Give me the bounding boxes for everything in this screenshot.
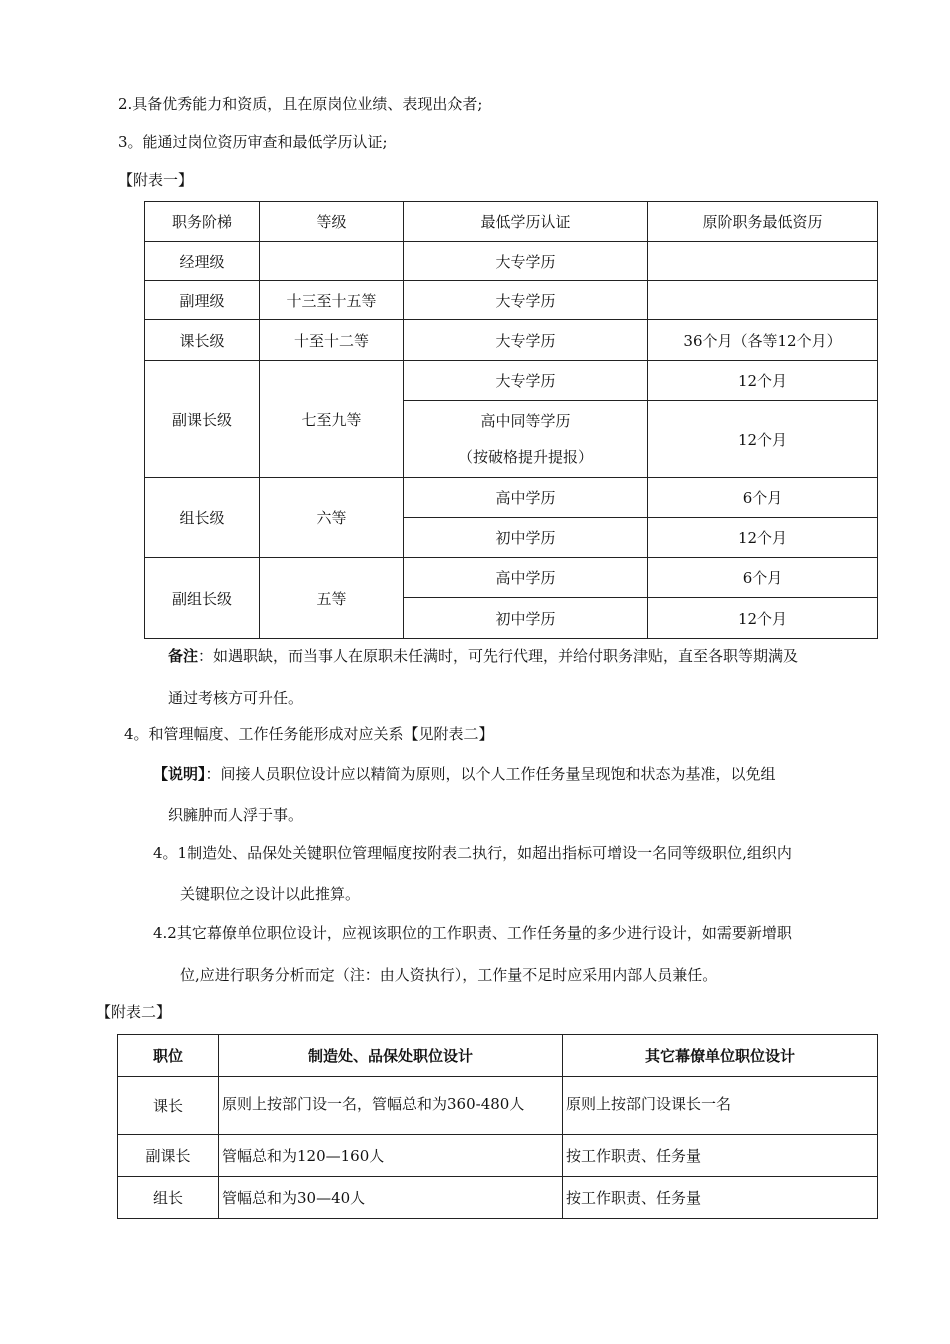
- paragraph-4-1-line-2: 关键职位之设计以此推算。: [180, 885, 361, 903]
- header-cell: 最低学历认证: [404, 202, 648, 242]
- table-cell: 12个月: [648, 518, 878, 558]
- note-text: ：如遇职缺，而当事人在原职未任满时，可先行代理，并给付职务津贴，直至各职等期满及: [198, 647, 799, 665]
- table-row: [145, 320, 878, 361]
- table-row: [145, 242, 878, 281]
- table-cell: 副课长: [118, 1135, 219, 1177]
- table-row: [145, 361, 878, 401]
- table-cell: 副组长级: [145, 558, 260, 639]
- note-line-1: [168, 646, 798, 666]
- table-cell: 36个月（各等12个月）: [648, 320, 878, 361]
- table-cell: 六等: [260, 478, 404, 558]
- table-cell: 副课长级: [145, 361, 260, 478]
- table-row: [118, 1135, 878, 1177]
- education-line: 高中同等学历: [480, 412, 571, 430]
- table-cell: 高中学历: [404, 478, 648, 518]
- table-cell: [404, 401, 648, 478]
- table-cell: 管幅总和为30—40人: [219, 1177, 563, 1219]
- table-cell: 初中学历: [404, 598, 648, 639]
- table-cell: 12个月: [648, 598, 878, 639]
- table-row: [145, 558, 878, 598]
- paragraph-4-2-line-1: 4.2其它幕僚单位职位设计，应视该职位的工作职责、工作任务量的多少进行设计，如需要新增职: [153, 924, 792, 942]
- note-line-2: 通过考核方可升任。: [168, 689, 304, 707]
- table-cell: 组长级: [145, 478, 260, 558]
- table-cell: 按工作职责、任务量: [563, 1135, 878, 1177]
- table-row: [118, 1177, 878, 1219]
- table2-caption: 【附表二】: [96, 1003, 172, 1021]
- header-cell: 原阶职务最低资历: [648, 202, 878, 242]
- table-cell: 高中学历: [404, 558, 648, 598]
- table-cell: 原则上按部门设课长一名: [563, 1077, 878, 1135]
- table-cell: 十至十二等: [260, 320, 404, 361]
- table-cell: 12个月: [648, 401, 878, 478]
- table-cell: 大专学历: [404, 281, 648, 320]
- education-note: （按破格提升提报）: [457, 448, 593, 466]
- table-cell: 大专学历: [404, 320, 648, 361]
- header-cell: 制造处、品保处职位设计: [219, 1035, 563, 1077]
- table-cell: 6个月: [648, 558, 878, 598]
- header-cell: 其它幕僚单位职位设计: [563, 1035, 878, 1077]
- table-row: [118, 1077, 878, 1135]
- table-cell: 副理级: [145, 281, 260, 320]
- table-header-row: [145, 202, 878, 242]
- table-cell: 五等: [260, 558, 404, 639]
- table-cell: 大专学历: [404, 361, 648, 401]
- table-cell: 七至九等: [260, 361, 404, 478]
- table-header-row: [118, 1035, 878, 1077]
- paragraph-4-1-line-1: 4。1制造处、品保处关键职位管理幅度按附表二执行，如超出指标可增设一名同等级职位,组织内: [153, 844, 792, 862]
- explain-label: 【说明】: [153, 765, 206, 783]
- table-cell: [648, 242, 878, 281]
- table-cell: 按工作职责、任务量: [563, 1177, 878, 1219]
- explain-line-2: 织臃肿而人浮于事。: [168, 806, 304, 824]
- table-cell: 十三至十五等: [260, 281, 404, 320]
- table-cell: 课长: [118, 1077, 219, 1135]
- explain-line-1: [153, 764, 776, 784]
- table-cell: [648, 281, 878, 320]
- table-1: [144, 201, 878, 639]
- table-cell: 课长级: [145, 320, 260, 361]
- paragraph-4-2-line-2: 位,应进行职务分析而定（注：由人资执行），工作量不足时应采用内部人员兼任。: [180, 966, 718, 984]
- paragraph-4: 4。和管理幅度、工作任务能形成对应关系【见附表二】: [124, 725, 494, 743]
- table-cell: 组长: [118, 1177, 219, 1219]
- header-cell: 职务阶梯: [145, 202, 260, 242]
- header-cell: 职位: [118, 1035, 219, 1077]
- table-cell: 原则上按部门设一名，管幅总和为360-480人: [219, 1077, 563, 1135]
- table-row: [145, 281, 878, 320]
- table-cell: 初中学历: [404, 518, 648, 558]
- note-label: 备注: [168, 647, 199, 665]
- header-cell: 等级: [260, 202, 404, 242]
- table1-caption: 【附表一】: [118, 171, 194, 189]
- table-cell: 经理级: [145, 242, 260, 281]
- paragraph-3: 3。能通过岗位资历审查和最低学历认证;: [118, 133, 388, 151]
- paragraph-2: 2.具备优秀能力和资质，且在原岗位业绩、表现出众者;: [118, 95, 483, 113]
- table-cell: 大专学历: [404, 242, 648, 281]
- explain-text: ：间接人员职位设计应以精简为原则，以个人工作任务量呈现饱和状态为基准，以免组: [205, 765, 776, 783]
- table-row: [145, 478, 878, 518]
- table-2: [117, 1034, 878, 1219]
- table-cell: 管幅总和为120—160人: [219, 1135, 563, 1177]
- table-cell: 12个月: [648, 361, 878, 401]
- table-cell: 6个月: [648, 478, 878, 518]
- table-cell: [260, 242, 404, 281]
